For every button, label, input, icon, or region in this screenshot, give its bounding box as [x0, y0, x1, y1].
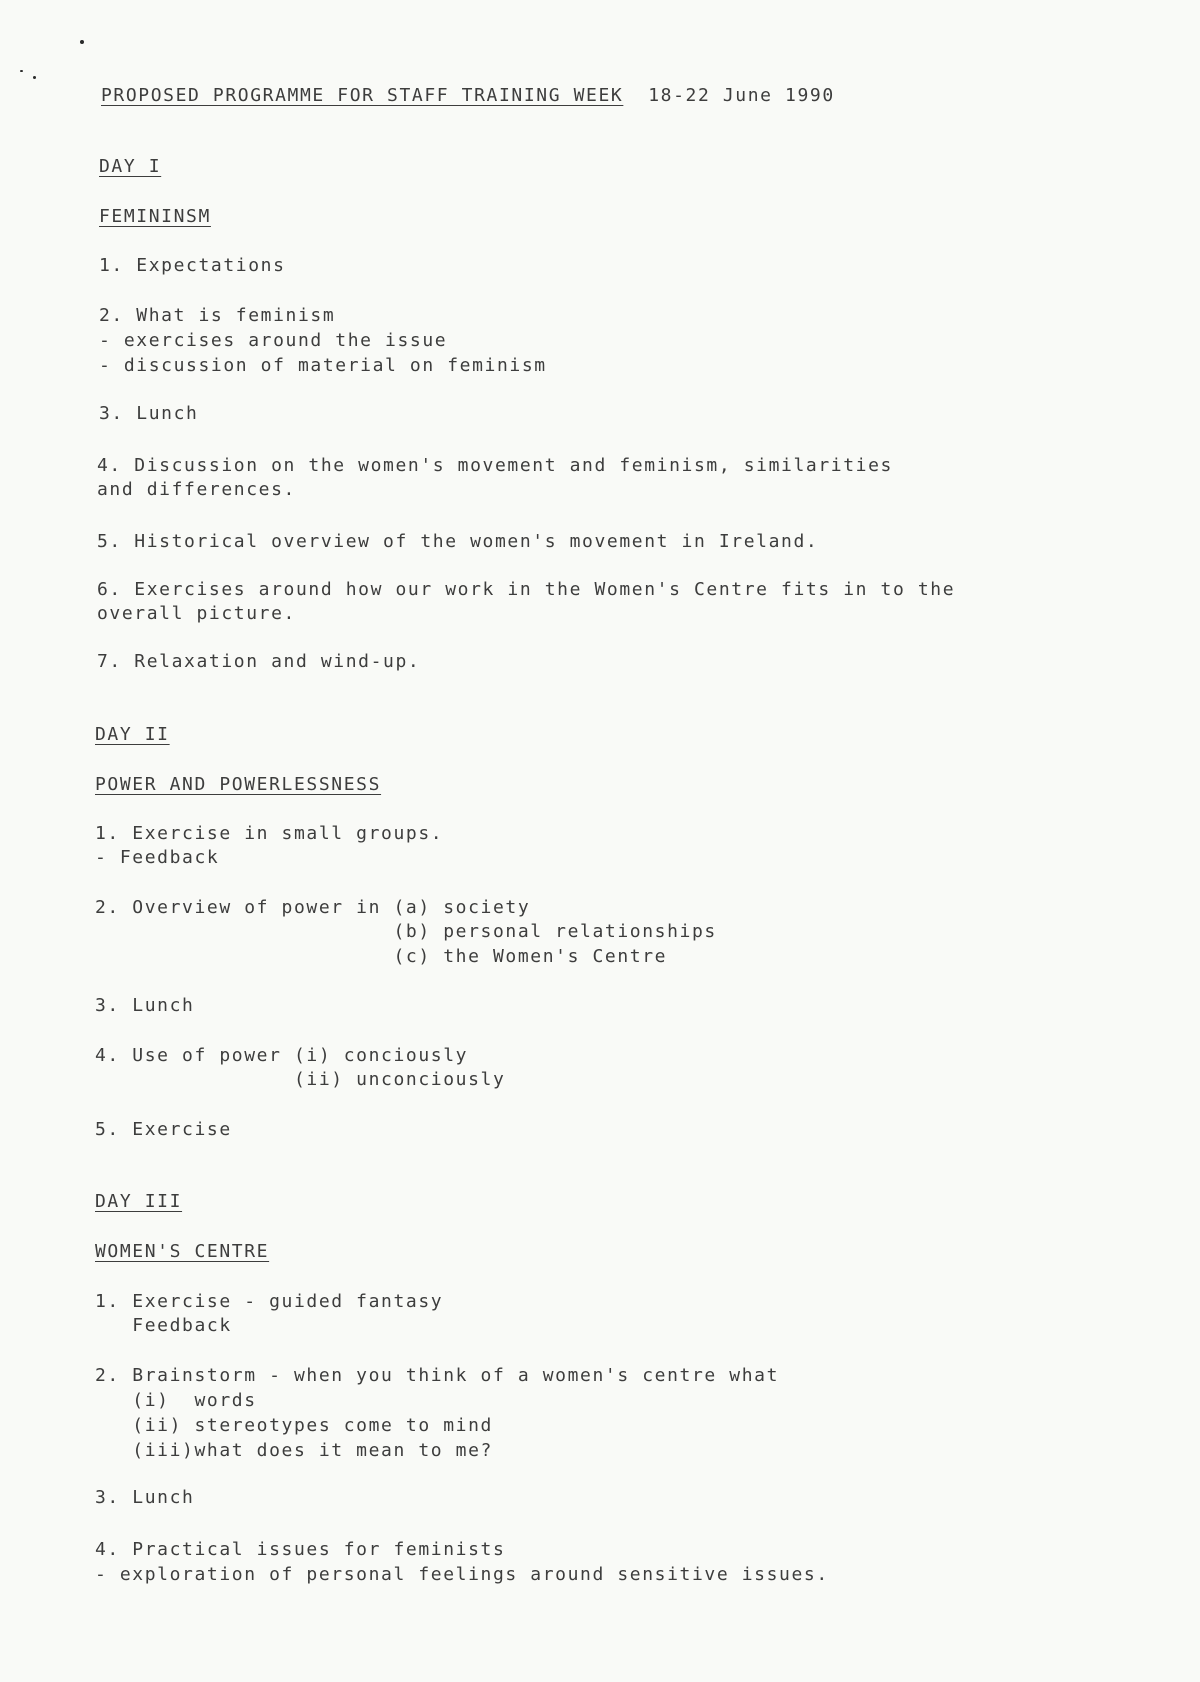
- day-1-item-7: 7. Relaxation and wind-up.: [97, 651, 421, 672]
- paper-speck: [80, 40, 84, 44]
- document-title-line: [101, 84, 835, 108]
- day-1-item-1: 1. Expectations: [99, 255, 286, 276]
- day-2-label: DAY II: [95, 724, 170, 745]
- day-1-item-5: 5. Historical overview of the women's movement in Ireland.: [97, 531, 819, 552]
- document-title: PROPOSED PROGRAMME FOR STAFF TRAINING WEEK: [101, 85, 624, 106]
- day-1-item-3: 3. Lunch: [99, 403, 199, 424]
- day-3-item-2-sub: (i) words: [95, 1390, 257, 1411]
- paper-speck: [20, 70, 23, 72]
- day-2-item-2-sub: (b) personal relationships: [95, 921, 717, 942]
- document-date: 18-22 June 1990: [648, 85, 835, 106]
- day-1-item-6: 6. Exercises around how our work in the Women's Centre fits in to the: [97, 579, 956, 600]
- day-1-item-4: 4. Discussion on the women's movement and feminism, similarities: [97, 455, 893, 476]
- day-3-item-2-sub: (ii) stereotypes come to mind: [95, 1415, 493, 1436]
- day-2-item-4: 4. Use of power (i) conciously: [95, 1045, 469, 1066]
- day-2-item-1-sub: - Feedback: [95, 847, 220, 868]
- day-1-item-2: 2. What is feminism: [99, 305, 336, 326]
- day-3-item-4-sub: - exploration of personal feelings around sensitive issues.: [95, 1564, 829, 1585]
- day-3-label: DAY III: [95, 1191, 183, 1212]
- day-1-label: DAY I: [99, 156, 162, 177]
- day-2-theme: POWER AND POWERLESSNESS: [95, 774, 382, 795]
- day-3-item-1: 1. Exercise - guided fantasy: [95, 1291, 444, 1312]
- day-1-item-2-sub: - exercises around the issue: [99, 330, 448, 351]
- day-3-item-1-sub: Feedback: [95, 1315, 232, 1336]
- day-2-item-2: 2. Overview of power in (a) society: [95, 897, 531, 918]
- day-3-theme: WOMEN'S CENTRE: [95, 1241, 270, 1262]
- day-2-item-5: 5. Exercise: [95, 1119, 232, 1140]
- day-2-item-4-sub: (ii) unconciously: [95, 1069, 506, 1090]
- day-3-item-3: 3. Lunch: [95, 1487, 195, 1508]
- day-1-theme: FEMININSM: [99, 206, 211, 227]
- day-2-item-2-sub: (c) the Women's Centre: [95, 946, 668, 967]
- day-3-item-2: 2. Brainstorm - when you think of a women's centre what: [95, 1365, 780, 1386]
- paper-speck: [33, 76, 36, 79]
- day-1-item-6-cont: overall picture.: [97, 603, 296, 624]
- day-3-item-4: 4. Practical issues for feminists: [95, 1539, 506, 1560]
- day-2-item-1: 1. Exercise in small groups.: [95, 823, 444, 844]
- day-1-item-4-cont: and differences.: [97, 479, 296, 500]
- day-3-item-2-sub: (iii)what does it mean to me?: [95, 1440, 493, 1461]
- day-1-item-2-sub: - discussion of material on feminism: [99, 355, 547, 376]
- day-2-item-3: 3. Lunch: [95, 995, 195, 1016]
